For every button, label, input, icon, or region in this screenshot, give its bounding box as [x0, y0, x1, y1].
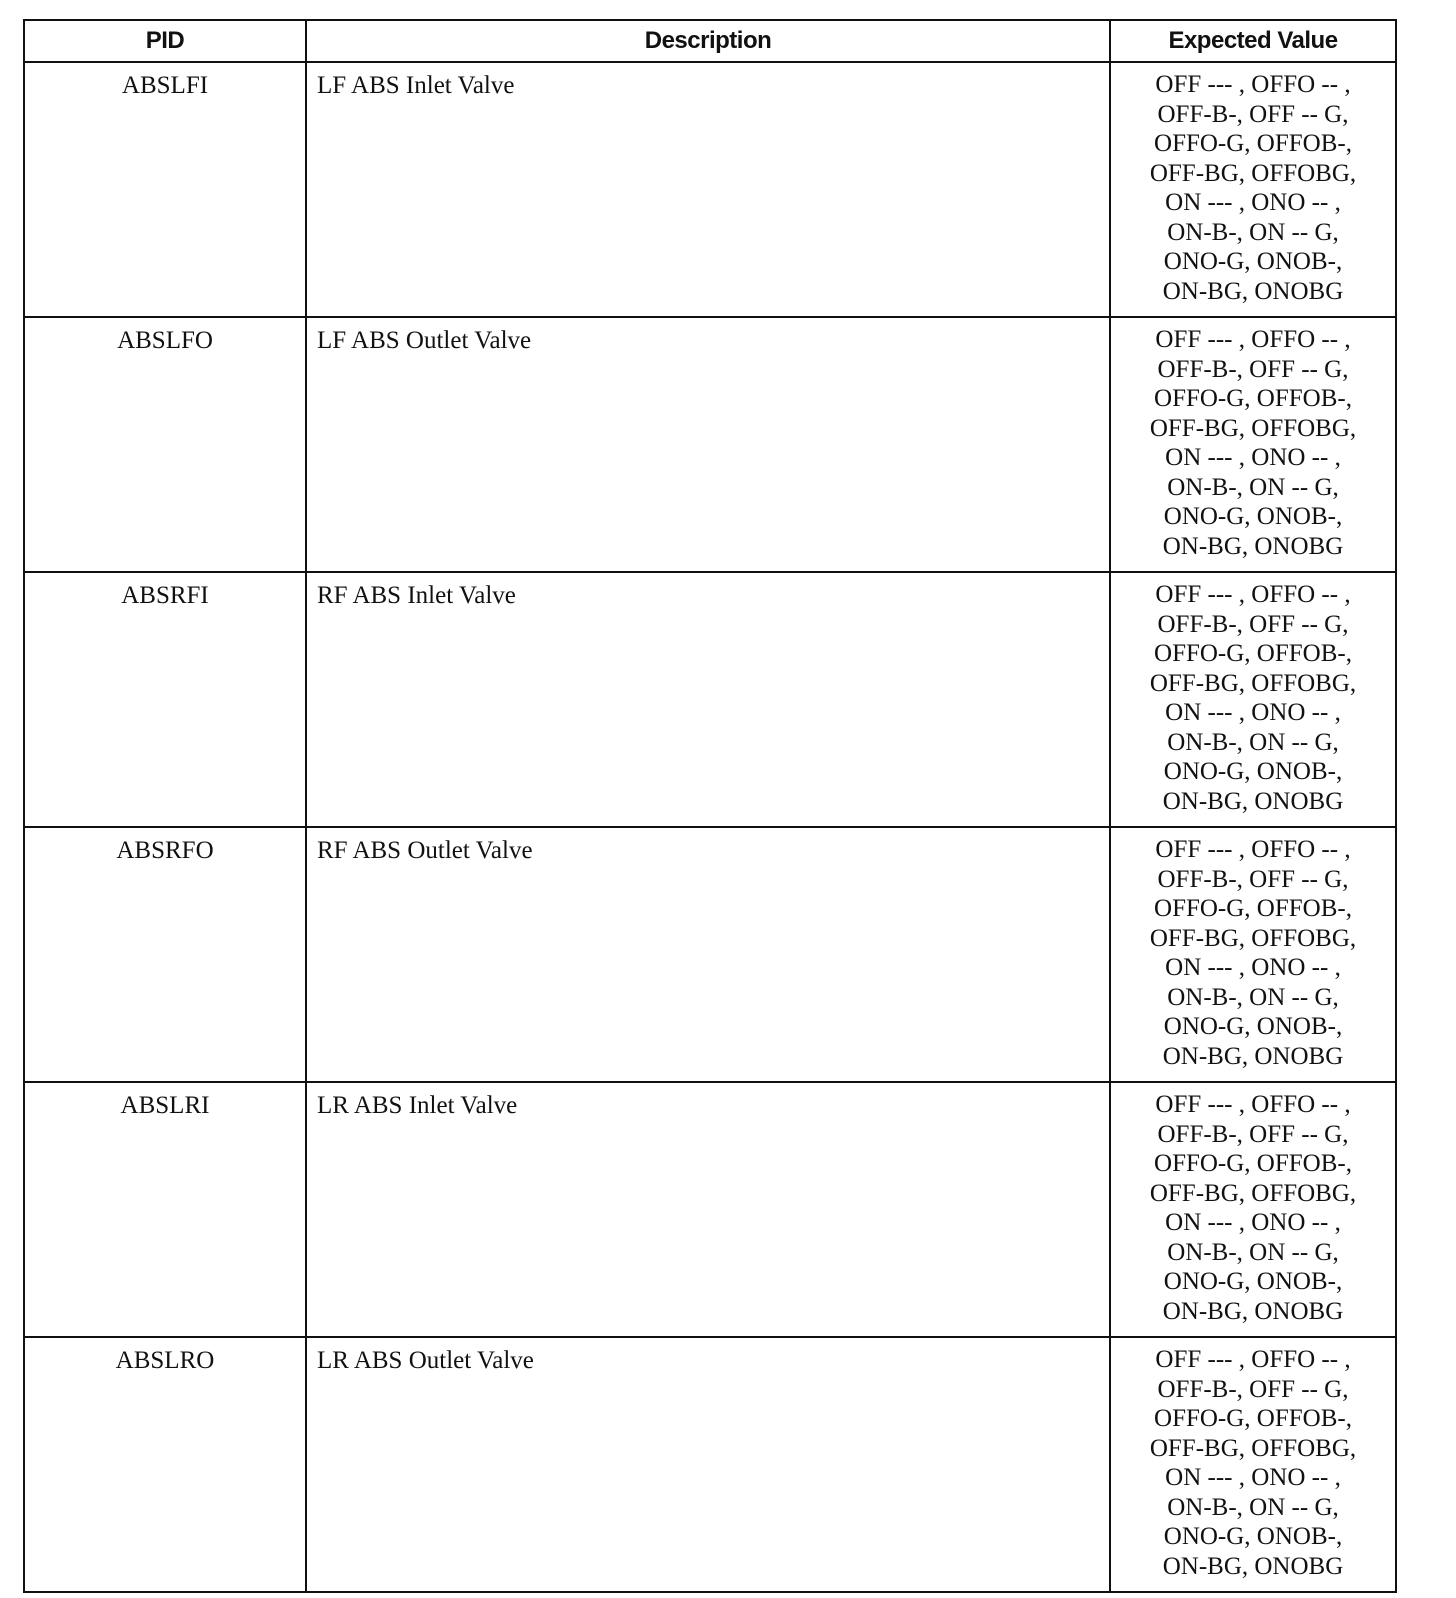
expected-value-cell: [1110, 62, 1396, 317]
expected-value-line: OFFO-G, OFFOB-,: [1154, 130, 1352, 157]
header-row: [24, 20, 1396, 62]
expected-value-line: OFF-B-, OFF -- G,: [1157, 865, 1349, 893]
description-cell: LR ABS Inlet Valve: [306, 1082, 1110, 1337]
expected-value-line: ON-B-, ON -- G,: [1167, 1238, 1339, 1266]
expected-value-line: OFF --- , OFFO -- ,: [1155, 71, 1351, 98]
expected-value-line: ON --- , ONO -- ,: [1165, 189, 1341, 216]
expected-value-line: ON-BG, ONOBG: [1162, 1297, 1344, 1325]
expected-value-line: ON --- , ONO -- ,: [1165, 699, 1341, 726]
expected-value-line: ON-B-, ON -- G,: [1167, 983, 1339, 1011]
expected-value-line: OFF-B-, OFF -- G,: [1157, 610, 1349, 638]
expected-value-line: ONO-G, ONOB-,: [1163, 1268, 1343, 1295]
expected-value-line: OFF --- , OFFO -- ,: [1155, 836, 1351, 863]
expected-value-cell: [1110, 1082, 1396, 1337]
expected-value-line: OFF-BG, OFFOBG,: [1149, 1179, 1357, 1207]
table-row: [24, 62, 1396, 317]
expected-value-line: ON-B-, ON -- G,: [1167, 728, 1339, 756]
expected-value-line: ONO-G, ONOB-,: [1163, 248, 1343, 275]
expected-value-line: OFF --- , OFFO -- ,: [1155, 1346, 1351, 1373]
expected-value-line: ON-B-, ON -- G,: [1167, 218, 1339, 246]
expected-value-line: ON --- , ONO -- ,: [1165, 444, 1341, 471]
header-expected-value: Expected Value: [1110, 20, 1396, 62]
expected-value-line: ON --- , ONO -- ,: [1165, 1464, 1341, 1491]
expected-value-line: OFF-BG, OFFOBG,: [1149, 924, 1357, 952]
expected-value-line: OFF --- , OFFO -- ,: [1155, 1091, 1351, 1118]
expected-value-line: OFFO-G, OFFOB-,: [1154, 1405, 1352, 1432]
expected-value-line: ONO-G, ONOB-,: [1163, 503, 1343, 530]
pid-table: [23, 19, 1397, 1593]
expected-value-line: ON-BG, ONOBG: [1162, 532, 1344, 560]
expected-value-line: ON --- , ONO -- ,: [1165, 954, 1341, 981]
expected-value-line: OFF-B-, OFF -- G,: [1157, 100, 1349, 128]
expected-value-line: OFFO-G, OFFOB-,: [1154, 1150, 1352, 1177]
expected-value-line: ON-B-, ON -- G,: [1167, 473, 1339, 501]
description-cell: RF ABS Inlet Valve: [306, 572, 1110, 827]
expected-value-line: OFF-BG, OFFOBG,: [1149, 669, 1357, 697]
expected-value-line: ON-B-, ON -- G,: [1167, 1493, 1339, 1521]
expected-value-line: ONO-G, ONOB-,: [1163, 1523, 1343, 1550]
description-cell: LF ABS Inlet Valve: [306, 62, 1110, 317]
expected-value-line: OFF-BG, OFFOBG,: [1149, 414, 1357, 442]
expected-value-line: OFF --- , OFFO -- ,: [1155, 581, 1351, 608]
description-cell: LR ABS Outlet Valve: [306, 1337, 1110, 1592]
header-pid: PID: [24, 20, 306, 62]
header-description: Description: [306, 20, 1110, 62]
expected-value-line: OFFO-G, OFFOB-,: [1154, 385, 1352, 412]
description-cell: LF ABS Outlet Valve: [306, 317, 1110, 572]
expected-value-cell: [1110, 317, 1396, 572]
pid-cell: ABSLFI: [24, 62, 306, 317]
expected-value-cell: [1110, 572, 1396, 827]
pid-cell: ABSLRI: [24, 1082, 306, 1337]
expected-value-line: ONO-G, ONOB-,: [1163, 758, 1343, 785]
table-body: [24, 62, 1396, 1592]
expected-value-line: ON-BG, ONOBG: [1162, 1552, 1344, 1580]
pid-cell: ABSRFO: [24, 827, 306, 1082]
expected-value-line: ON-BG, ONOBG: [1162, 787, 1344, 815]
pid-cell: ABSRFI: [24, 572, 306, 827]
expected-value-line: ON --- , ONO -- ,: [1165, 1209, 1341, 1236]
expected-value-line: OFF-BG, OFFOBG,: [1149, 159, 1357, 187]
table-row: [24, 1337, 1396, 1592]
expected-value-line: OFF-B-, OFF -- G,: [1157, 1120, 1349, 1148]
expected-value-line: OFF-B-, OFF -- G,: [1157, 355, 1349, 383]
expected-value-cell: [1110, 827, 1396, 1082]
expected-value-line: OFF-BG, OFFOBG,: [1149, 1434, 1357, 1462]
table-row: [24, 317, 1396, 572]
expected-value-line: OFF --- , OFFO -- ,: [1155, 326, 1351, 353]
pid-cell: ABSLRO: [24, 1337, 306, 1592]
expected-value-cell: [1110, 1337, 1396, 1592]
expected-value-line: ON-BG, ONOBG: [1162, 277, 1344, 305]
expected-value-line: OFFO-G, OFFOB-,: [1154, 640, 1352, 667]
expected-value-line: OFFO-G, OFFOB-,: [1154, 895, 1352, 922]
expected-value-line: ON-BG, ONOBG: [1162, 1042, 1344, 1070]
expected-value-line: ONO-G, ONOB-,: [1163, 1013, 1343, 1040]
pid-cell: ABSLFO: [24, 317, 306, 572]
description-cell: RF ABS Outlet Valve: [306, 827, 1110, 1082]
expected-value-line: OFF-B-, OFF -- G,: [1157, 1375, 1349, 1403]
table-row: [24, 827, 1396, 1082]
table-row: [24, 1082, 1396, 1337]
table-row: [24, 572, 1396, 827]
